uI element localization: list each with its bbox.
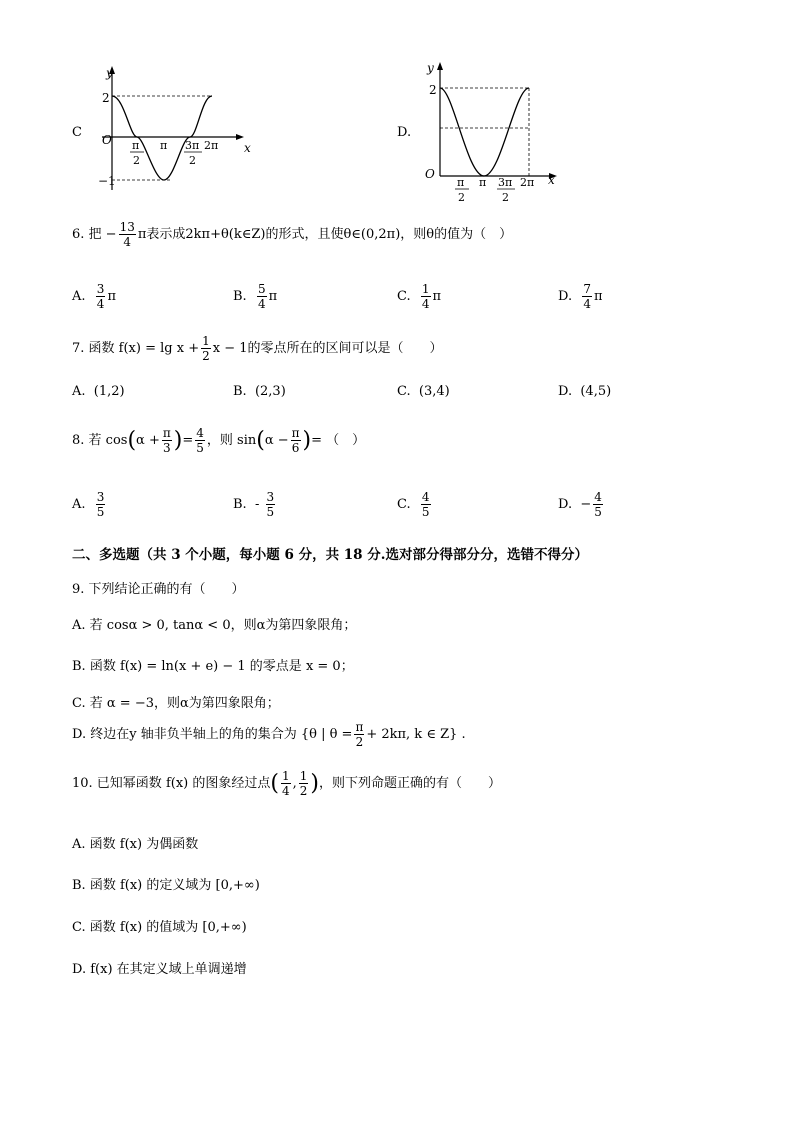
- option-d-label: D.: [397, 125, 412, 140]
- q9-option-c[interactable]: C. 若 α = −3，则α为第四象限角；: [72, 696, 280, 711]
- q7-option-d[interactable]: D. (4,5): [558, 384, 612, 399]
- q9-option-b[interactable]: B. 函数 f(x) = ln(x + e) − 1 的零点是 x = 0；: [72, 659, 354, 674]
- y-bottom-label: −1: [98, 174, 116, 188]
- q6-option-c[interactable]: C. $\frac{1}{4}$ π: [397, 282, 442, 311]
- curve-c: [112, 96, 212, 180]
- tick-pi-half-d: 2: [133, 154, 140, 167]
- q10-option-d[interactable]: D. f(x) 在其定义域上单调递增: [72, 962, 247, 977]
- question-8: 8. 若 cos(α + $\frac{\pi}{3}$ )= $\frac{4}{5}$ ，则 sin(α − $\frac{\pi}{6}$ )= （ ）: [72, 426, 366, 455]
- q7-fraction: $\frac{1}{2}$: [202, 334, 210, 363]
- question-10: 10. 已知幂函数 f(x) 的图象经过点( $\frac{1}{4}$ , $\frac{1}{2}$ )，则下列命题正确的有（ ）: [72, 769, 501, 798]
- tick-pi: π: [479, 176, 487, 189]
- q10-option-a[interactable]: A. 函数 f(x) 为偶函数: [72, 837, 199, 852]
- graph-d: [415, 58, 565, 208]
- q8-option-d[interactable]: D. − $\frac{4}{5}$: [558, 490, 602, 519]
- q7-option-a[interactable]: A. (1,2): [72, 384, 125, 399]
- section-2-heading: 二、多选题（共 3 个小题，每小题 6 分，共 18 分.选对部分得部分分，选错不得分）: [72, 547, 588, 563]
- tick-2pi: 2π: [520, 176, 535, 189]
- x-label: x: [548, 173, 555, 187]
- tick-3pi-half-n: 3π: [185, 139, 200, 152]
- question-6: [72, 220, 512, 249]
- x-arrow: [236, 134, 244, 140]
- q8-option-a[interactable]: A. $\frac{3}{5}$: [72, 490, 105, 519]
- question-9: 9. 下列结论正确的有（ ）: [72, 582, 245, 597]
- tick-pi-half-n: π: [132, 139, 140, 152]
- question-7: 7. 函数 f(x) = lg x + $\frac{1}{2}$ x − 1的零点所在的区间可以是（ ）: [72, 334, 443, 363]
- y-arrow: [437, 62, 443, 70]
- q9-option-a[interactable]: A. 若 cosα > 0, tanα < 0，则α为第四象限角；: [72, 618, 357, 633]
- q6-option-d[interactable]: D. $\frac{7}{4}$ π: [558, 282, 603, 311]
- q7-option-b[interactable]: B. (2,3): [233, 384, 286, 399]
- q6-prefix: 6. 把 −: [72, 227, 117, 242]
- y-top-label: 2: [429, 83, 437, 97]
- tick-3pi-half-n: 3π: [498, 176, 513, 189]
- tick-pi: π: [160, 139, 168, 152]
- x-label: x: [244, 141, 251, 155]
- origin-label: O: [102, 133, 112, 147]
- q6-option-b[interactable]: B. $\frac{5}{4}$ π: [233, 282, 278, 311]
- origin-label: O: [425, 167, 435, 181]
- q10-option-c[interactable]: C. 函数 f(x) 的值域为 [0,+∞): [72, 920, 247, 935]
- q7-option-c[interactable]: C. (3,4): [397, 384, 450, 399]
- graph-c: [92, 62, 252, 197]
- q6-fraction: $\frac{13}{4}$: [119, 220, 135, 249]
- tick-2pi: 2π: [204, 139, 219, 152]
- q8-option-b[interactable]: B. - $\frac{3}{5}$: [233, 490, 275, 519]
- q9-option-d[interactable]: D. 终边在y 轴非负半轴上的角的集合为 {θ | θ = $\frac{\pi}{2}$ + 2kπ, k ∈ Z} .: [72, 720, 466, 749]
- y-label: y: [106, 66, 113, 80]
- q8-option-c[interactable]: C. $\frac{4}{5}$: [397, 490, 430, 519]
- tick-pi-half-d: 2: [458, 191, 465, 204]
- y-top-label: 2: [102, 91, 110, 105]
- tick-pi-half-n: π: [457, 176, 465, 189]
- q6-text: π表示成2kπ+θ(k∈Z)的形式，且使θ∈(0,2π)，则θ的值为（ ）: [137, 227, 513, 242]
- q6-option-a[interactable]: A. $\frac{3}{4}$ π: [72, 282, 116, 311]
- tick-3pi-half-d: 2: [189, 154, 196, 167]
- y-label: y: [427, 61, 434, 75]
- q10-option-b[interactable]: B. 函数 f(x) 的定义域为 [0,+∞): [72, 878, 260, 893]
- option-c-label: C: [72, 125, 82, 140]
- curve-d: [440, 88, 529, 176]
- tick-3pi-half-d: 2: [502, 191, 509, 204]
